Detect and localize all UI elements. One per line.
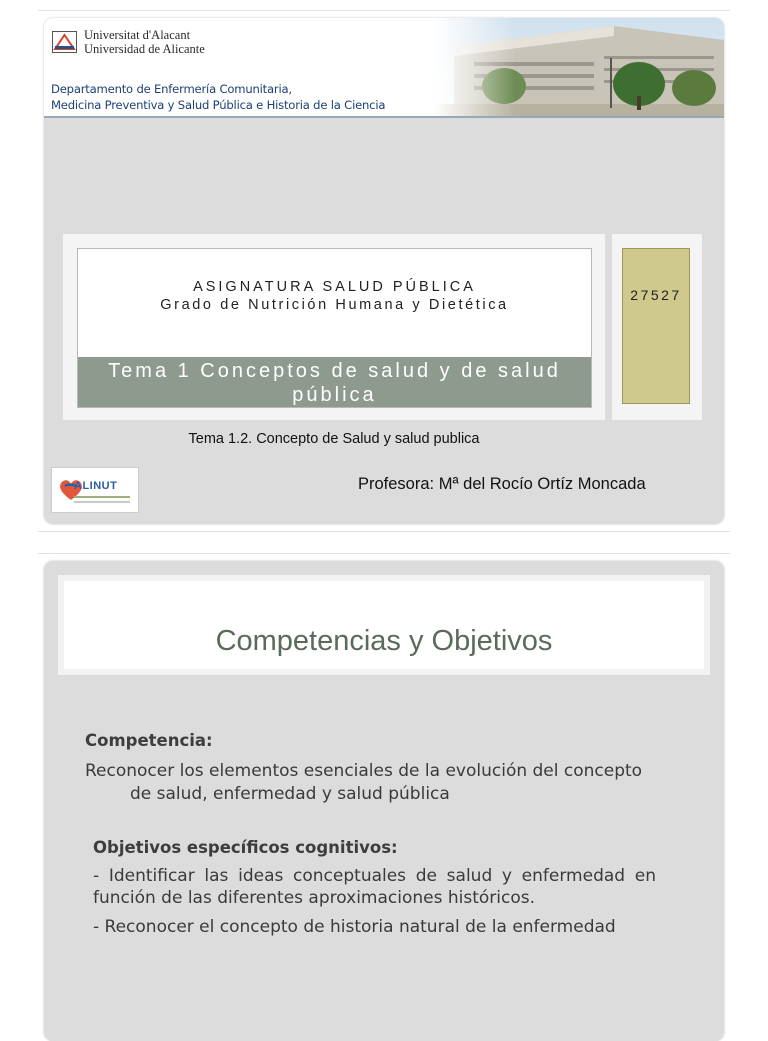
alinut-logo-text: ALINUT [74,480,118,492]
department-line-2: Medicina Preventiva y Salud Pública e Historia de la Ciencia [51,98,386,112]
course-title: ASIGNATURA SALUD PÚBLICA [193,279,476,295]
university-name-valencian: Universitat d'Alacant [84,28,191,42]
course-code-frame [612,234,702,420]
competencia-text [85,760,665,806]
department-line-1: Departamento de Enfermería Comunitaria, [51,82,292,96]
department-name [51,81,385,113]
objetivo-1: - Identificar las ideas conceptuales de salud y enfermedad en función de las diferentes aproximaciones históricos. [93,866,656,908]
page-separator-top [38,10,730,11]
header-underline [44,116,724,118]
title-box [77,248,592,408]
alinut-logo [51,467,139,513]
slide-1 [44,18,724,524]
slide-2-title: Competencias y Objetivos [215,625,553,657]
slide-2-title-frame [58,575,710,675]
university-logo-icon [52,31,77,53]
slide-2-title-box [64,581,704,669]
competencia-line-2: de salud, enfermedad y salud pública [130,784,450,804]
university-name [84,28,205,56]
course-code-box: 27527 [622,248,690,404]
alinut-logo-underline-2 [74,501,130,503]
tema-title-bar: Tema 1 Conceptos de salud y de salud pública [78,357,591,407]
professor-name: Profesora: Mª del Rocío Ortíz Moncada [358,475,646,493]
competencia-heading: Competencia: [85,731,213,750]
page-separator-1 [38,531,730,532]
slide-header [44,18,724,118]
title-frame [63,234,605,420]
alinut-logo-underline [74,496,130,498]
competencia-line-1: Reconocer los elementos esenciales de la evolución del concepto [85,761,643,781]
campus-building-image [434,18,724,116]
subtema-title: Tema 1.2. Concepto de Salud y salud publica [188,431,480,447]
university-name-spanish: Universidad de Alicante [84,42,205,56]
objetivos-heading: Objetivos específicos cognitivos: [93,838,398,857]
course-subtitle: Grado de Nutrición Humana y Dietética [160,297,509,313]
page-separator-2 [38,553,730,554]
slide-2 [44,561,724,1041]
objetivo-2: - Reconocer el concepto de historia natural de la enfermedad [93,917,616,937]
